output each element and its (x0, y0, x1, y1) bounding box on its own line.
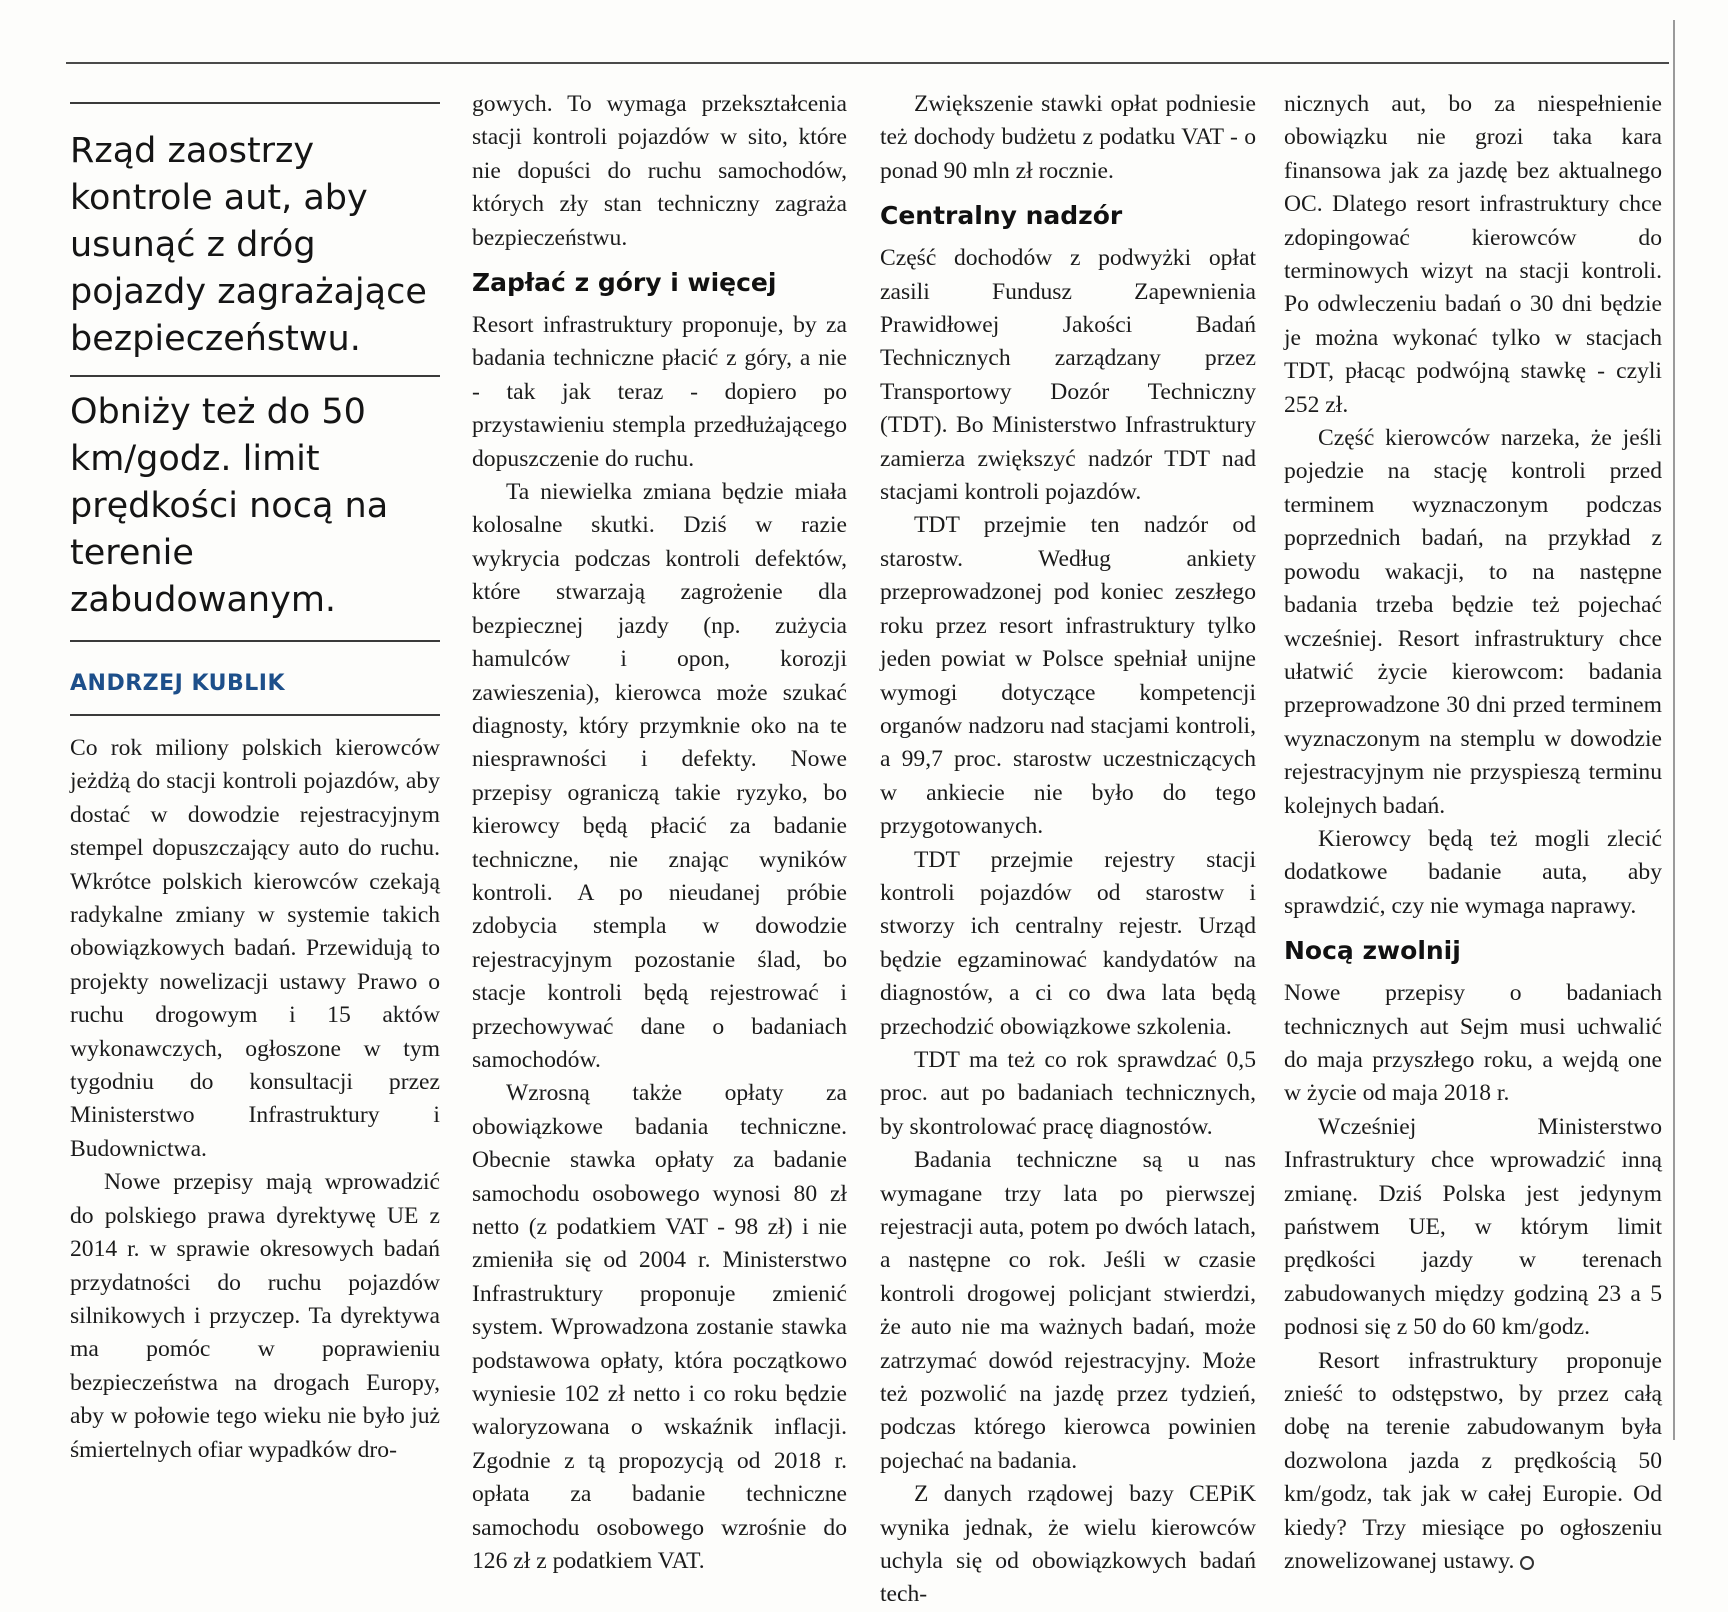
last-paragraph (1284, 1345, 1662, 1579)
paragraph: Badania techniczne są u nas wymagane trzy lata po pierwszej rejestracji auta, potem po dwóch latach, a następne co rok. Jeśli w czasie kontroli drogowej policjant stwierdzi, że auto nie ma ważnych badań, może zatrzymać dowód rejestracyjny. Może też pozwolić na jazdę przez tydzień, podczas którego kierowca powinien pojechać na badania. (880, 1147, 1256, 1474)
section-heading: Nocą zwolnij (1284, 936, 1461, 966)
author-byline: ANDRZEJ KUBLIK (70, 671, 286, 696)
paragraph: Wzrosną także opłaty za obowiązkowe badania techniczne. Obecnie stawka opłaty za badanie samochodu osobowego wynosi 80 zł netto (z podatkiem VAT - 98 zł) i nie zmieniła się od 2004 r. Ministerstwo Infrastruktury proponuje zmienić system. Wprowadzona zostanie stawka podstawowa opłaty, która początkowo wyniesie 102 zł netto i co roku będzie waloryzowana o wskaźnik inflacji. Zgodnie z tą propozycją od 2018 r. opłata za badanie techniczne samochodu osobowego wzrośnie do 126 zł z podatkiem VAT. (472, 1080, 847, 1575)
paragraph-text: Resort infrastruktury proponuje znieść to odstępstwo, by przez całą dobę na terenie zabudowanym była dozwolona jazda z prędkością 50 km/godz, tak jak w całej Europie. Od kiedy? Trzy miesiące po ogłoszeniu znowelizowanej ustawy. (1284, 1347, 1662, 1575)
end-of-article-icon (1520, 1556, 1534, 1570)
article-subheadline: Obniży też do 50 km/godz. limit prędkości nocą na terenie zabudowanym. (70, 392, 389, 620)
section-heading: Centralny nadzór (880, 201, 1123, 231)
paragraph: Nowe przepisy o badaniach technicznych aut Sejm musi uchwalić do maja przyszłego roku, a wejdą one w życie od maja 2018 r. (1284, 980, 1662, 1107)
column-4 (1284, 88, 1662, 1578)
byline-divider (70, 714, 440, 716)
paragraph: Wcześniej Ministerstwo Infrastruktury chce wprowadzić inną zmianę. Dziś Polska jest jedynym państwem UE, w którym limit prędkości jazdy w terenach zabudowanych między godziną 23 a 5 podnosi się z 50 do 60 km/godz. (1284, 1113, 1662, 1341)
paragraph: Co rok miliony polskich kierowców jeżdżą do stacji kontroli pojazdów, aby dostać w dowodzie rejestracyjnym stempel dopuszczający auto do ruchu. Wkrótce polskich kierowców czekają radykalne zmiany w systemie takich obowiązkowych badań. Przewidują to projekty nowelizacji ustawy Prawo o ruchu drogowym i 15 aktów wykonawczych, ogłoszone w tym tygodniu do konsultacji przez Ministerstwo Infrastruktury i Budownictwa. (70, 735, 440, 1162)
subheadline-divider (70, 640, 440, 642)
article-headline: Rząd zaostrzy kontrole aut, aby usunąć z dróg pojazdy zagrażające bezpieczeństwu. (70, 131, 427, 359)
paragraph: Ta niewielka zmiana będzie miała kolosalne skutki. Dziś w razie wykrycia podczas kontroli defektów, które stwarzają zagrożenie dla bezpiecznej jazdy (np. zużycia hamulców i opon, korozji zawieszenia), kierowca może szukać diagnosty, który przymknie oko na te niesprawności i defekty. Nowe przepisy ograniczą takie ryzyko, bo kierowcy będą płacić za badanie techniczne, nie znając wyników kontroli. A po nieudanej próbie zdobycia stempla w dowodzie rejestracyjnym pozostanie ślad, bo stacje kontroli będą rejestrować i przechowywać dane o badaniach samochodów. (472, 479, 847, 1073)
paragraph: Z danych rządowej bazy CEPiK wynika jednak, że wielu kierowców uchyla się od obowiązkowych badań tech- (880, 1481, 1256, 1608)
top-rule (66, 62, 1669, 64)
paragraph: TDT przejmie ten nadzór od starostw. Według ankiety przeprowadzonej pod koniec zeszłego roku przez resort infrastruktury tylko jeden powiat w Polsce spełniał unijne wymogi dotyczące kompetencji organów nadzoru nad stacjami kontroli, a 99,7 proc. starostw uczestniczących w ankiecie nie było do tego przygotowanych. (880, 512, 1256, 840)
paragraph: Część dochodów z podwyżki opłat zasili Fundusz Zapewnienia Prawidłowej Jakości Badań Technicznych zarządzany przez Transportowy Dozór Techniczny (TDT). Bo Ministerstwo Infrastruktury zamierza zwiększyć nadzór TDT nad stacjami kontroli pojazdów. (880, 245, 1256, 506)
column-2 (472, 88, 847, 1578)
paragraph: TDT przejmie rejestry stacji kontroli pojazdów od starostw i stworzy ich centralny rejestr. Urząd będzie egzaminować kandydatów na diagnostów, a ci co dwa lata będą przechodzić obowiązkowe szkolenia. (880, 846, 1256, 1040)
column-1-body (70, 732, 440, 1467)
headline-top-rule (70, 102, 440, 104)
paragraph: TDT ma też co rok sprawdzać 0,5 proc. aut po badaniach technicznych, by skontrolować pracę diagnostów. (880, 1046, 1256, 1140)
paragraph: Resort infrastruktury proponuje, by za badania techniczne płacić z góry, a nie - tak jak teraz - dopiero po przystawieniu stempla przedłużającego dopuszczenie do ruchu. (472, 312, 847, 472)
paragraph: Nowe przepisy mają wprowadzić do polskiego prawa dyrektywę UE z 2014 r. w sprawie okresowych badań przydatności do ruchu pojazdów silnikowych i przyczep. Ta dyrektywa ma pomóc w poprawieniu bezpieczeństwa na drogach Europy, aby w połowie tego wieku nie było już śmiertelnych ofiar wypadków dro- (70, 1169, 440, 1463)
paragraph: Część kierowców narzeka, że jeśli pojedzie na stację kontroli przed terminem wyznaczonym podczas poprzednich badań, na przykład z powodu wakacji, to na następne badania trzeba będzie też pojechać wcześniej. Resort infrastruktury chce ułatwić życie kierowcom: badania przeprowadzone 30 dni przed terminem wyznaczonym na stemplu w dowodzie rejestracyjnym nie przyspieszą terminu kolejnych badań. (1284, 425, 1662, 819)
paragraph: nicznych aut, bo za niespełnienie obowiązku nie grozi taka kara finansowa jak za jazdę bez aktualnego OC. Dlatego resort infrastruktury chce zdopingować kierowców do terminowych wizyt na stacji kontroli. Po odwleczeniu badań o 30 dni będzie je można wykonać tylko w stacjach TDT, płacąc podwójną stawkę - czyli 252 zł. (1284, 91, 1662, 418)
section-heading: Zapłać z góry i więcej (472, 268, 777, 298)
column-3 (880, 88, 1256, 1612)
page-edge (1673, 20, 1675, 1440)
paragraph: gowych. To wymaga przekształcenia stacji kontroli pojazdów w sito, które nie dopuści do ruchu samochodów, których zły stan techniczny zagraża bezpieczeństwu. (472, 91, 847, 251)
headline-divider (70, 375, 440, 377)
paragraph: Zwiększenie stawki opłat podniesie też dochody budżetu z podatku VAT - o ponad 90 mln zł rocznie. (880, 91, 1256, 184)
column-1 (70, 88, 440, 1467)
paragraph: Kierowcy będą też mogli zlecić dodatkowe badanie auta, aby sprawdzić, czy nie wymaga naprawy. (1284, 825, 1662, 919)
